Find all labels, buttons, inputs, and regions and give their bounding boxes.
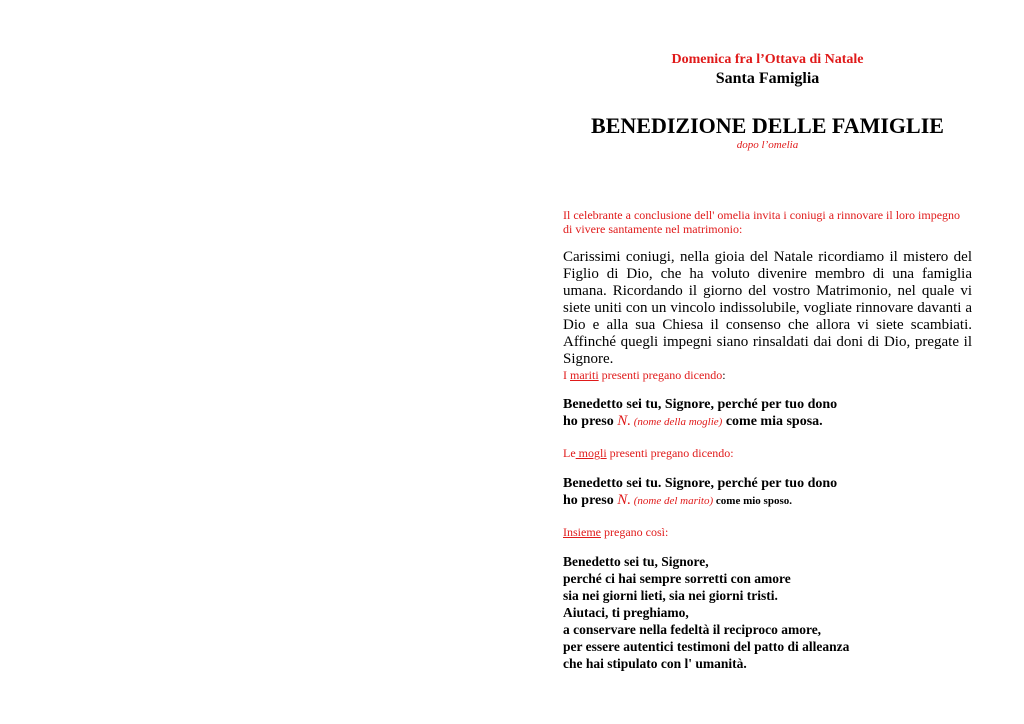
wives-name-mark: N.	[617, 492, 631, 508]
husbands-line2-pre: ho preso	[563, 414, 618, 429]
together-rubric	[563, 525, 972, 539]
husbands-line2-post: come mia sposa.	[722, 414, 823, 429]
wives-rubric-post: presenti pregano dicendo:	[606, 446, 734, 460]
wives-prayer-line2	[563, 492, 972, 510]
together-line: per essere autentici testimoni del patto di alleanza	[563, 639, 850, 654]
celebrant-address: Carissimi coniugi, nella gioia del Natale ricordiamo il mistero del Figlio di Dio, che ha voluto divenire membro di una famiglia umana. Ricordando il giorno del vostro Matrimonio, nel quale vi siete uniti con un vincolo indissolubile, vogliate rinnovare davanti a Dio e alla sua Chiesa il consenso che allora vi siete scambiati. Affinché quegli impegni siano rinsaldati dai doni di Dio, pregate il Signore.	[563, 249, 972, 367]
together-line: Aiutaci, ti preghiamo,	[563, 605, 689, 620]
together-prayer	[563, 553, 972, 672]
together-rubric-word: Insieme	[563, 525, 601, 539]
husbands-rubric	[563, 368, 972, 382]
together-line: che hai stipulato con l' umanità.	[563, 656, 747, 671]
wives-rubric-pre: Le	[563, 446, 576, 460]
page-title: BENEDIZIONE DELLE FAMIGLIE	[591, 113, 944, 138]
together-line: perché ci hai sempre sorretti con amore	[563, 571, 791, 586]
occasion-heading: Domenica fra l’Ottava di Natale	[671, 52, 864, 67]
husbands-name-hint: (nome della moglie)	[630, 416, 723, 428]
husbands-rubric-pre: I	[563, 368, 570, 382]
wives-name-hint: (nome del marito)	[630, 495, 714, 507]
together-rubric-post: pregano così:	[601, 525, 669, 539]
intro-rubric: Il celebrante a conclusione dell' omelia invita i coniugi a rinnovare il loro impegno di vivere santamente nel matrimonio:	[563, 208, 961, 236]
wives-line2-pre: ho preso	[563, 493, 618, 508]
title-note: dopo l’omelia	[736, 139, 799, 151]
together-line: Benedetto sei tu, Signore,	[563, 554, 709, 569]
wives-rubric	[563, 446, 972, 460]
wives-line2-post: come mio sposo.	[713, 495, 792, 507]
husbands-rubric-post: presenti pregano dicendo	[598, 368, 723, 382]
together-line: a conservare nella fedeltà il reciproco amore,	[563, 622, 822, 637]
husbands-name-mark: N.	[617, 413, 631, 429]
together-line: sia nei giorni lieti, sia nei giorni tristi.	[563, 588, 778, 603]
husbands-prayer-line2	[563, 413, 972, 431]
husbands-rubric-colon: :	[722, 368, 726, 382]
husbands-rubric-word: mariti	[570, 368, 599, 382]
husbands-prayer	[563, 396, 972, 431]
feast-heading: Santa Famiglia	[715, 70, 820, 87]
wives-prayer	[563, 475, 972, 510]
husbands-prayer-line1: Benedetto sei tu, Signore, perché per tuo dono	[563, 397, 838, 412]
wives-prayer-line1: Benedetto sei tu. Signore, perché per tuo dono	[563, 476, 838, 491]
booklet-page	[563, 0, 972, 724]
wives-rubric-word: mogli	[575, 446, 607, 460]
